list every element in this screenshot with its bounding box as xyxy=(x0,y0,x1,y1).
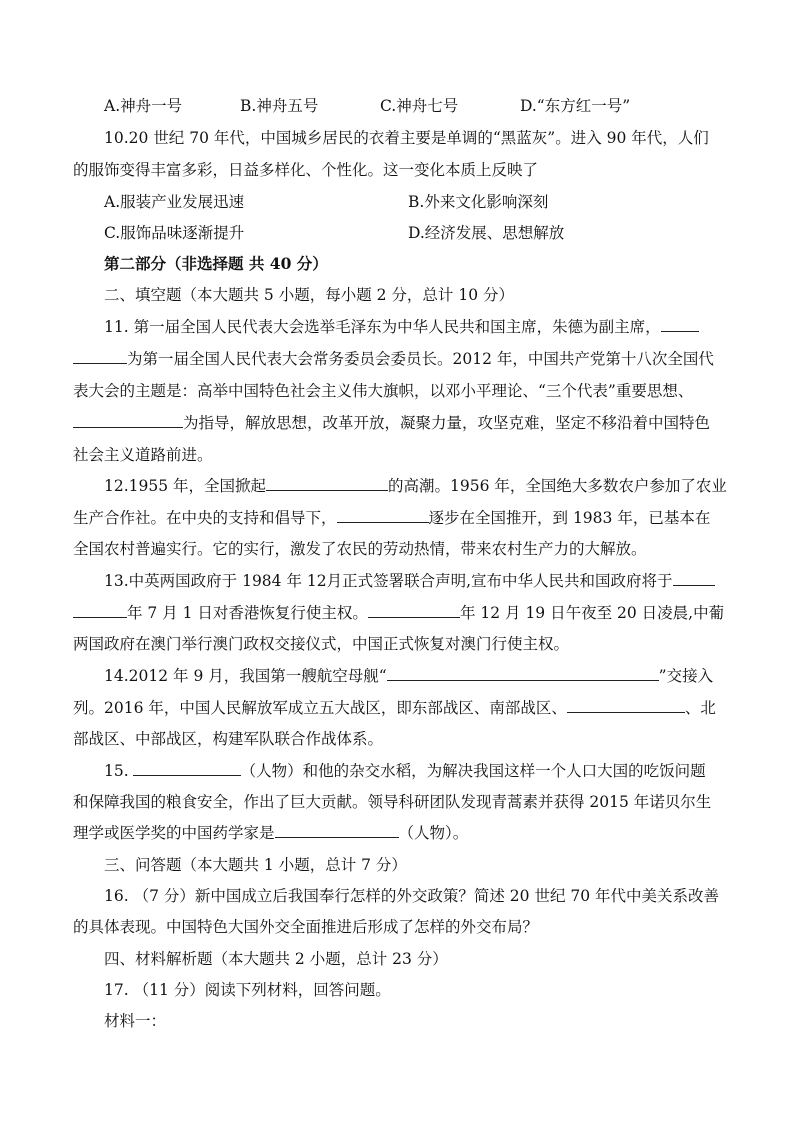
q14-text-2a: 列。2016 年，中国人民解放军成立五大战区，即东部战区、南部战区、 xyxy=(73,699,567,717)
q11-line-4 xyxy=(73,413,710,433)
q15-text-1a: 15. xyxy=(104,762,129,780)
q13-blank-1b[interactable] xyxy=(73,603,127,618)
q9-option-c: C.神舟七号 xyxy=(380,97,459,115)
q17-intro: 17. （11 分）阅读下列材料，回答问题。 xyxy=(104,981,391,999)
q11-text-1: 11. 第一届全国人民代表大会选举毛泽东为中华人民共和国主席，朱德为副主席， xyxy=(104,318,661,336)
q12-text-1b: 的高潮。1956 年，全国绝大多数农户参加了农业 xyxy=(388,477,727,495)
q11-blank-2[interactable] xyxy=(73,413,183,428)
q9-option-b: B.神舟五号 xyxy=(240,97,319,115)
q13-line-1 xyxy=(104,571,715,591)
part-2-heading: 第二部分（非选择题 共 40 分） xyxy=(104,254,328,273)
q15-line-1 xyxy=(104,761,706,781)
q13-blank-1a[interactable] xyxy=(673,571,715,586)
q16-line-1: 16. （7 分）新中国成立后我国奉行怎样的外交政策？简述 20 世纪 70 年代中美关系改善 xyxy=(104,887,720,905)
q14-line-2 xyxy=(73,698,716,718)
q10-option-b: B.外来文化影响深刻 xyxy=(408,193,549,211)
q14-line-1 xyxy=(104,666,713,686)
q13-line-3: 两国政府在澳门举行澳门政权交接仪式，中国正式恢复对澳门行使主权。 xyxy=(73,635,570,653)
q15-text-1b: （人物）和他的杂交水稻，为解决我国这样一个人口大国的吃饭问题 xyxy=(240,762,706,780)
q12-blank-1[interactable] xyxy=(266,476,388,491)
q14-blank-1[interactable] xyxy=(387,666,659,681)
q10-option-d: D.经济发展、思想解放 xyxy=(408,224,565,242)
q14-text-1b: ”交接入 xyxy=(658,667,714,685)
q11-line-5: 社会主义道路前进。 xyxy=(73,446,213,464)
q15-line-2: 和保障我国的粮食安全，作出了巨大贡献。领导科研团队发现青蒿素并获得 2015 年诺贝尔生 xyxy=(73,793,712,811)
q14-blank-2[interactable] xyxy=(567,698,685,713)
q15-blank-2[interactable] xyxy=(275,823,399,838)
q12-line-3: 全国农村普遍实行。它的实行，激发了农民的劳动热情，带来农村生产力的大解放。 xyxy=(73,540,647,558)
q12-line-2 xyxy=(73,508,710,528)
section-3-heading: 三、问答题（本大题共 1 小题，总计 7 分） xyxy=(104,856,407,874)
q12-line-1 xyxy=(104,476,727,496)
q15-line-3 xyxy=(73,823,468,843)
q13-text-1: 13.中英两国政府于 1984 年 12月正式签署联合声明,宣布中华人民共和国政府将于 xyxy=(104,572,673,590)
q12-blank-2[interactable] xyxy=(337,508,429,523)
section-4-heading: 四、材料解析题（本大题共 2 小题，总计 23 分） xyxy=(104,950,448,968)
q11-text-2: 为第一届全国人民代表大会常务委员会委员长。2012 年，中国共产党第十八次全国代 xyxy=(127,350,714,368)
q11-line-3: 表大会的主题是：高举中国特色社会主义伟大旗帜，以邓小平理论、“三个代表”重要思想、 xyxy=(73,382,694,400)
q9-option-a: A.神舟一号 xyxy=(104,97,183,115)
q13-line-2 xyxy=(73,603,724,623)
q11-line-1 xyxy=(104,317,699,337)
q15-text-3a: 理学或医学奖的中国药学家是 xyxy=(73,824,275,842)
material-1-label: 材料一： xyxy=(104,1012,167,1030)
q14-line-3: 部战区、中部战区，构建军队联合作战体系。 xyxy=(73,730,384,748)
q11-blank-1a[interactable] xyxy=(661,317,699,332)
q14-text-1a: 14.2012 年 9 月，我国第一艘航空母舰“ xyxy=(104,667,387,685)
q13-text-2b: 年 12 月 19 日午夜至 20 日凌晨,中葡 xyxy=(459,604,725,622)
q16-line-2: 的具体表现。中国特色大国外交全面推进后形成了怎样的外交布局？ xyxy=(73,918,539,936)
q10-line-1: 10.20 世纪 70 年代，中国城乡居民的衣着主要是单调的“黑蓝灰”。进入 90 年代，人们 xyxy=(104,129,709,147)
q12-text-2b: 逐步在全国推开，到 1983 年，已基本在 xyxy=(428,509,711,527)
q13-blank-2[interactable] xyxy=(368,603,460,618)
q11-line-2 xyxy=(73,349,714,369)
q14-text-2b: 、北 xyxy=(684,699,716,717)
section-2-heading: 二、填空题（本大题共 5 小题，每小题 2 分，总计 10 分） xyxy=(104,286,515,304)
q11-blank-1b[interactable] xyxy=(73,349,127,364)
q12-text-2a: 生产合作社。在中央的支持和倡导下， xyxy=(73,509,337,527)
q12-text-1a: 12.1955 年，全国掀起 xyxy=(104,477,267,495)
q10-option-a: A.服装产业发展迅速 xyxy=(104,193,245,211)
q15-text-3b: （人物）。 xyxy=(398,824,469,842)
q15-blank-1[interactable] xyxy=(133,761,241,776)
q9-option-d: D.“东方红一号” xyxy=(520,97,631,115)
q10-line-2: 的服饰变得丰富多彩，日益多样化、个性化。这一变化本质上反映了 xyxy=(73,161,539,179)
q10-option-c: C.服饰品味逐渐提升 xyxy=(104,224,245,242)
q13-text-2a: 年 7 月 1 日对香港恢复行使主权。 xyxy=(127,604,368,622)
q11-text-4: 为指导，解放思想，改革开放，凝聚力量，攻坚克难，坚定不移沿着中国特色 xyxy=(183,414,711,432)
